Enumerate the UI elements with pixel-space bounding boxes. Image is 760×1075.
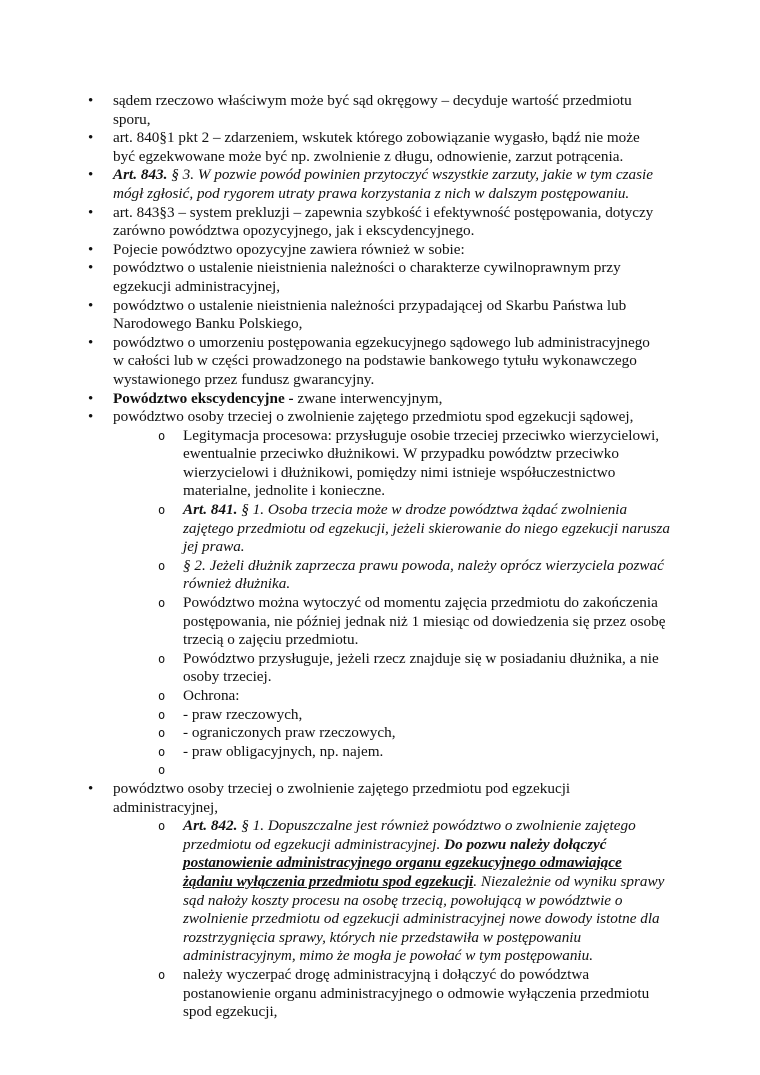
sub-list-sadowa bbox=[113, 426, 671, 780]
list-item: • powództwo o ustalenie nieistnienia należności przypadającej od Skarbu Państwa lub Narodowego Banku Polskiego, bbox=[0, 297, 661, 334]
sub-list-item: o § 2. Jeżeli dłużnik zaprzecza prawu powoda, należy oprócz wierzyciela pozwać również dłużnika. bbox=[183, 557, 673, 594]
sub-list-item: o Art. 842. § 1. Dopuszczalne jest również powództwo o zwolnienie zajętego przedmiotu od egzekucji administracyjnej. Do pozwu należy dołączyć postanowienie administracyjnego organu egzekucyjnego odmawiające żądaniu wyłączenia przedmiotu spod egzekucji. Niezależnie od wyniku sprawy sąd nałoży koszty procesu na osobę trzecią, powołującą w powództwie o zwolnienie przedmiotu od egzekucji administracyjnej nowe dowody istotne dla rozstrzygnięcia sprawy, których nie przedstawiła w postępowaniu administracyjnym, mimo że mogła je powołać w tym postępowaniu. bbox=[183, 817, 673, 966]
list-item: • powództwo osoby trzeciej o zwolnienie zajętego przedmiotu pod egzekucji administracyjnej, o Art. 842. § 1. Dopuszczalne jest również powództwo o zwolnienie zajętego przedmiotu od egzekucji administracyjnej. Do pozwu należy dołączyć postanowienie administracyjnego organu egzekucyjnego odmawiające żądaniu wyłączenia przedmiotu spod egzekucji. Niezależnie od wyniku sprawy sąd nałoży koszty procesu na osobę trzecią, powołującą w powództwie o zwolnienie przedmiotu od egzekucji administracyjnej nowe dowody istotne dla rozstrzygnięcia sprawy, których nie przedstawiła w postępowaniu administracyjnym, mimo że mogła je powołać w tym postępowaniu. o należy wyczerpać drogę administracyjną i dołączyć do powództwa postanowienie organu administracyjnego o odmowie wyłączenia przedmiotu spod egzekucji, bbox=[0, 780, 661, 1022]
list-item: • sądem rzeczowo właściwym może być sąd okręgowy – decyduje wartość przedmiotu sporu, bbox=[0, 92, 661, 129]
sub-list-item: o - ograniczonych praw rzeczowych, bbox=[183, 724, 673, 743]
list-item: • Art. 843. § 3. W pozwie powód powinien przytoczyć wszystkie zarzuty, jakie w tym czasie mógł zgłosić, pod rygorem utraty prawa korzystania z nich w dalszym postępowaniu. bbox=[0, 166, 661, 203]
sub-list-item: o należy wyczerpać drogę administracyjną i dołączyć do powództwa postanowienie organu administracyjnego o odmowie wyłączenia przedmiotu spod egzekucji, bbox=[183, 966, 673, 1022]
main-bullet-list bbox=[0, 92, 760, 1022]
list-item: • art. 843§3 – system prekluzji – zapewnia szybkość i efektywność postępowania, dotyczy zarówno powództwa opozycyjnego, jak i ekscydencyjnego. bbox=[0, 204, 661, 241]
list-item: • Powództwo ekscydencyjne - zwane interwencyjnym, bbox=[0, 390, 661, 409]
sub-list-item: o Legitymacja procesowa: przysługuje osobie trzeciej przeciwko wierzycielowi, ewentualnie przeciwko dłużnikowi. W przypadku powództw przeciwko wierzycielowi i dłużnikowi, pomiędzy nimi istnieje współuczestnictwo materialne, jednolite i konieczne. bbox=[183, 427, 673, 501]
sub-list-item: o Art. 841. § 1. Osoba trzecia może w drodze powództwa żądać zwolnienia zajętego przedmiotu od egzekucji, jeżeli skierowanie do niego egzekucji narusza jej prawa. bbox=[183, 501, 673, 557]
list-item: • powództwo o umorzeniu postępowania egzekucyjnego sądowego lub administracyjnego w całości lub w części prowadzonego na podstawie bankowego tytułu wykonawczego wystawionego przez fundusz gwarancyjny. bbox=[0, 334, 661, 390]
list-item: • Pojecie powództwo opozycyjne zawiera również w sobie: bbox=[0, 241, 661, 260]
sub-list-item: o - praw rzeczowych, bbox=[183, 706, 673, 725]
list-item: • powództwo o ustalenie nieistnienia należności o charakterze cywilnoprawnym przy egzekucji administracyjnej, bbox=[0, 259, 661, 296]
list-item: • powództwo osoby trzeciej o zwolnienie zajętego przedmiotu spod egzekucji sądowej, o Legitymacja procesowa: przysługuje osobie trzeciej przeciwko wierzycielowi, ewentualnie przeciwko dłużnikowi. W przypadku powództw przeciwko wierzycielowi i dłużnikowi, pomiędzy nimi istnieje współuczestnictwo materialne, jednolite i konieczne. o Art. 841. § 1. Osoba trzecia może w drodze powództwa żądać zwolnienia zajętego przedmiotu od egzekucji, jeżeli skierowanie do niego egzekucji narusza jej prawa. o § 2. Jeżeli dłużnik zaprzecza prawu powoda, należy oprócz wierzyciela pozwać również dłużnika. o Powództwo można wytoczyć od momentu zajęcia przedmiotu do zakończenia postępowania, nie później jednak niż 1 miesiąc od dowiedzenia się przez osobę trzecią o zajęciu przedmiotu. o Powództwo przysługuje, jeżeli rzecz znajduje się w posiadaniu dłużnika, a nie osoby trzeciej. o Ochrona: o - praw rzeczowych, o - ograniczonych praw rzeczowych, o - praw obligacyjnych, np. najem. o bbox=[0, 408, 661, 780]
sub-list-item: o - praw obligacyjnych, np. najem. bbox=[183, 743, 673, 762]
sub-list-item: o Powództwo można wytoczyć od momentu zajęcia przedmiotu do zakończenia postępowania, nie później jednak niż 1 miesiąc od dowiedzenia się przez osobę trzecią o zajęciu przedmiotu. bbox=[183, 594, 673, 650]
sub-list-item: o Ochrona: bbox=[183, 687, 673, 706]
list-item: • art. 840§1 pkt 2 – zdarzeniem, wskutek którego zobowiązanie wygasło, bądź nie może być egzekwowane może być np. zwolnienie z długu, odnowienie, zarzut potrącenia. bbox=[0, 129, 661, 166]
sub-list-admin bbox=[113, 817, 665, 1022]
sub-list-item: o Powództwo przysługuje, jeżeli rzecz znajduje się w posiadaniu dłużnika, a nie osoby trzeciej. bbox=[183, 650, 673, 687]
sub-list-item-empty bbox=[183, 761, 673, 780]
